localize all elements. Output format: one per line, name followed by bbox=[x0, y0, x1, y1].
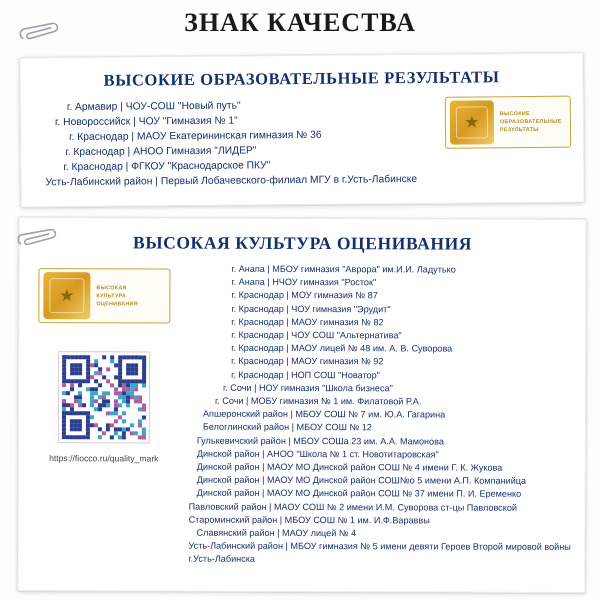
section2-left-column bbox=[18, 262, 189, 583]
qr-code[interactable] bbox=[58, 351, 150, 443]
badge-line-3: РЕЗУЛЬТАТЫ bbox=[499, 126, 539, 134]
list-item: г. Анапа | НЧОУ гимназия "Росток" bbox=[231, 276, 377, 288]
list-item: г. Краснодар | МАОУ гимназия № 92 bbox=[231, 356, 384, 367]
list-item: Динской район | МАОУ МО Динской район СОШ№о 5 имени А.П. Компанийца bbox=[196, 474, 527, 487]
badge-line-2: КУЛЬТУРА bbox=[96, 292, 127, 299]
section1-title: ВЫСОКИЕ ОБРАЗОВАТЕЛЬНЫЕ РЕЗУЛЬТАТЫ bbox=[103, 67, 500, 90]
badge-line-3: ОЦЕНИВАНИЯ bbox=[96, 300, 139, 307]
list-item: Динской район | МАОУ МО Динской район СОШ № 37 имени П. И. Еременко bbox=[196, 488, 522, 500]
list-item: г. Краснодар | МАОУ гимназия № 82 bbox=[231, 316, 384, 328]
section2-school-list bbox=[188, 263, 585, 584]
list-item: Белоглинский район | МБОУ СОШ № 12 bbox=[202, 422, 372, 433]
list-item: Павловский район | МАОУ СОШ № 2 имени И.М. Суворова ст-цы Павловской bbox=[188, 501, 517, 513]
list-item: г. Краснодар | АНОО Гимназия "ЛИДЕР" bbox=[65, 145, 257, 159]
emblem-glyph: ★ bbox=[59, 285, 75, 305]
qr-code-matrix bbox=[62, 355, 146, 439]
list-item: г. Краснодар | ЧОУ гимназия "Эрудит" bbox=[231, 303, 391, 314]
list-item: г. Краснодар | МАОУ лицей № 48 им. А. В. Суворова bbox=[231, 342, 453, 354]
section1-school-list bbox=[21, 95, 434, 191]
list-item: г. Краснодар | НОП СОШ "Новатор" bbox=[231, 369, 380, 380]
list-item: г. Краснодар | МАОУ Екатерининская гимназия № 36 bbox=[69, 129, 322, 144]
badge-line-1: ВЫСОКАЯ bbox=[96, 284, 127, 291]
section2-body bbox=[18, 262, 585, 584]
qr-link-text[interactable]: https://fiocco.ru/quality_mark bbox=[49, 453, 159, 464]
list-item: г. Сочи | НОУ гимназия "Школа бизнеса" bbox=[223, 382, 393, 394]
list-item: Апшеронский район | МБОУ СОШ № 7 им. Ю.А. Гагарина bbox=[202, 408, 446, 420]
list-item: Динской район | МАОУ МО Динской район СОШ № 4 имени Г. К. Жукова bbox=[196, 461, 503, 473]
list-item: Усть-Лабинский район | Первый Лобачевского-филиал МГУ в г.Усть-Лабинске bbox=[45, 173, 418, 189]
badge-line-1: ВЫСОКИЕ bbox=[499, 111, 530, 118]
badge-text bbox=[90, 284, 138, 308]
quality-badge-results bbox=[445, 96, 571, 149]
list-item: Гулькевичский район | МБОУ СОШа 23 им. А.А. Мамонова bbox=[196, 435, 444, 447]
list-item: г. Анапа | МБОУ гимназия "Аврора" им.И.И. Ладутько bbox=[231, 263, 456, 275]
emblem-icon bbox=[450, 100, 494, 144]
section2-title: ВЫСОКАЯ КУЛЬТУРА ОЦЕНИВАНИЯ bbox=[133, 232, 473, 254]
section-card-results bbox=[19, 53, 584, 208]
list-item: г. Краснодар | ЧОУ СОШ "Альтернатива" bbox=[231, 329, 402, 341]
list-item: г. Краснодар | МОУ гимназия № 87 bbox=[231, 290, 378, 301]
list-item: Усть-Лабинский район | МБОУ гимназия № 5 имени девяти Героев Второй мировой войны г.Усть-Лабинска bbox=[188, 540, 571, 565]
paperclip-icon bbox=[17, 19, 65, 44]
section1-body bbox=[21, 94, 584, 191]
emblem-glyph: ★ bbox=[464, 112, 480, 132]
list-item: г. Армавир | ЧОУ-СОШ "Новый путь" bbox=[66, 100, 241, 114]
list-item: г. Новороссийск | ЧОУ "Гимназия № 1" bbox=[54, 115, 238, 129]
section1-badge-wrap bbox=[433, 94, 584, 187]
quality-badge-assessment bbox=[38, 268, 170, 323]
list-item: г. Сочи | МОБУ гимназия № 1 им. Филатовой Р.А. bbox=[214, 395, 422, 407]
section-card-assessment bbox=[17, 217, 586, 593]
page-title: ЗНАК КАЧЕСТВА bbox=[184, 8, 416, 37]
list-item: Славянский район | МАОУ лицей № 4 bbox=[196, 527, 357, 539]
list-item: Динской район | АНОО "Школа № 1 ст. Новотитаровская" bbox=[196, 448, 439, 460]
emblem-icon bbox=[43, 272, 90, 319]
list-item: Староминский район | МБОУ СОШ № 1 им. И.Ф.Вараввы bbox=[188, 514, 430, 526]
list-item: г. Краснодар | ФГКОУ "Краснодарское ПКУ" bbox=[63, 160, 271, 174]
badge-line-2: ОБРАЗОВАТЕЛЬНЫЕ bbox=[499, 118, 562, 126]
badge-text bbox=[494, 110, 562, 135]
